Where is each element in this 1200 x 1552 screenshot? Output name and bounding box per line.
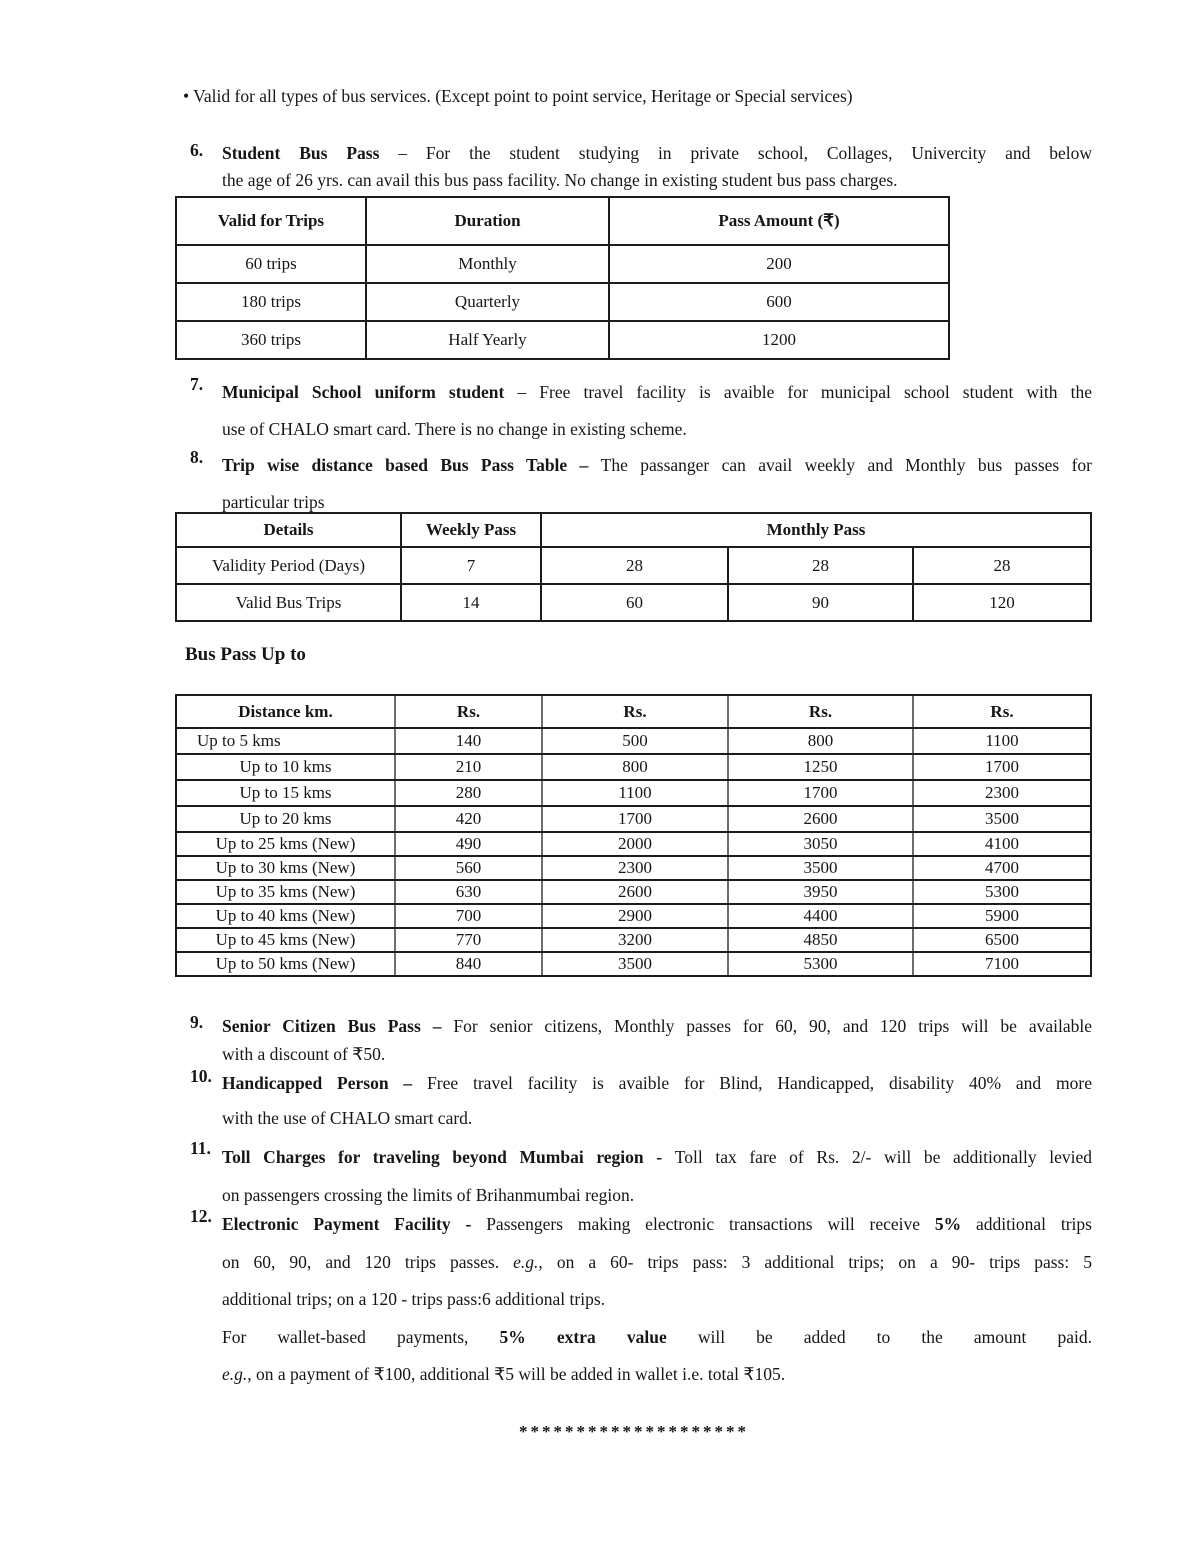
text-segment: Handicapped Person –	[222, 1073, 428, 1093]
table-cell: 4400	[728, 904, 913, 928]
item-line	[222, 1244, 1092, 1282]
table-cell: 180 trips	[176, 283, 366, 321]
item-tripwise-table-intro	[190, 447, 1092, 521]
item-toll-charges	[190, 1138, 1092, 1214]
text-segment: 5% extra value	[499, 1326, 667, 1347]
column-header: Duration	[366, 197, 609, 245]
table-row	[176, 904, 1091, 928]
item-student-bus-pass	[190, 140, 1092, 194]
text-segment: e.g.	[513, 1251, 539, 1272]
table-header-row	[176, 513, 1091, 547]
table-cell: Validity Period (Days)	[176, 547, 401, 584]
item-number: 9.	[190, 1012, 204, 1032]
table-cell: Up to 5 kms	[176, 728, 395, 754]
table-header-row	[176, 695, 1091, 728]
item-line	[222, 1281, 1092, 1319]
valid-services-bullet	[183, 86, 1093, 107]
table-cell: 28	[913, 547, 1091, 584]
item-senior-citizen	[190, 1012, 1092, 1068]
table-cell: 420	[395, 806, 542, 832]
table-cell: 3200	[542, 928, 728, 952]
item-line	[222, 1066, 1092, 1101]
text-segment: additional trips	[961, 1214, 1092, 1234]
text-segment: use of CHALO smart card. There is no change in existing scheme.	[222, 419, 687, 439]
item-line-wallet	[222, 1319, 1092, 1357]
table-cell: 2000	[542, 832, 728, 856]
table-cell: 3050	[728, 832, 913, 856]
item-number: 8.	[190, 447, 204, 467]
text-segment: For wallet-based payments,	[222, 1326, 500, 1347]
table-row	[176, 832, 1091, 856]
text-segment: Free travel facility is avaible for Blind, Handicapped, disability 40% and more	[427, 1073, 1092, 1093]
table-cell: 2300	[913, 780, 1091, 806]
table-cell: 3950	[728, 880, 913, 904]
table-cell: 3500	[542, 952, 728, 976]
column-header: Distance km.	[176, 695, 395, 728]
text-segment: , on a 60- trips pass: 3 additional trips; on a 90- trips pass: 5	[538, 1251, 1092, 1272]
item-number: 7.	[190, 374, 204, 394]
text-segment: For senior citizens, Monthly passes for 60, 90, and 120 trips will be available	[453, 1016, 1092, 1036]
bus-pass-up-to-heading: Bus Pass Up to	[185, 644, 306, 665]
table-cell: Up to 20 kms	[176, 806, 395, 832]
table-row	[176, 952, 1091, 976]
text-segment: Electronic Payment Facility -	[222, 1214, 487, 1234]
table-cell: 4700	[913, 856, 1091, 880]
table-row	[176, 780, 1091, 806]
text-segment: – For the student studying in private school, Collages, Univercity and below	[379, 143, 1092, 163]
text-segment: 5%	[934, 1214, 962, 1234]
text-segment: with the use of CHALO smart card.	[222, 1108, 473, 1128]
item-electronic-payment	[190, 1206, 1092, 1394]
item-line	[222, 167, 1092, 194]
table-cell: 1250	[728, 754, 913, 780]
table-cell: 200	[609, 245, 949, 283]
table-cell: 1700	[728, 780, 913, 806]
table-cell: 140	[395, 728, 542, 754]
table-cell: 2300	[542, 856, 728, 880]
column-header: Weekly Pass	[401, 513, 541, 547]
table-cell: Half Yearly	[366, 321, 609, 359]
item-number: 12.	[190, 1206, 212, 1226]
column-header-monthly-pass: Monthly Pass	[541, 513, 1091, 547]
table-cell: 3500	[913, 806, 1091, 832]
item-municipal-school	[190, 374, 1092, 448]
text-segment: – Free travel facility is avaible for municipal school student with the	[504, 382, 1092, 402]
table-cell: 490	[395, 832, 542, 856]
table-row	[176, 321, 949, 359]
item-line	[222, 1012, 1092, 1040]
table-cell: Up to 40 kms (New)	[176, 904, 395, 928]
table-row	[176, 584, 1091, 621]
table-cell: 120	[913, 584, 1091, 621]
table-cell: 4100	[913, 832, 1091, 856]
table-cell: 560	[395, 856, 542, 880]
text-segment: e.g.	[222, 1364, 248, 1384]
table-cell: Valid Bus Trips	[176, 584, 401, 621]
item-line	[222, 411, 1092, 448]
table-row	[176, 245, 949, 283]
text-segment: Senior Citizen Bus Pass –	[222, 1016, 454, 1036]
table-row	[176, 283, 949, 321]
table-cell: 60	[541, 584, 728, 621]
item-line	[222, 140, 1092, 167]
table-cell: 5300	[728, 952, 913, 976]
table-cell: 5900	[913, 904, 1091, 928]
table-cell: 14	[401, 584, 541, 621]
item-line	[222, 1138, 1092, 1176]
column-header: Rs.	[395, 695, 542, 728]
text-segment: additional trips; on a 120 - trips pass:6 additional trips.	[222, 1289, 606, 1309]
text-segment: on 60, 90, and 120 trips passes.	[222, 1251, 514, 1272]
column-header: Pass Amount (₹)	[609, 197, 949, 245]
table-cell: 1200	[609, 321, 949, 359]
text-segment: particular trips	[222, 492, 325, 512]
text-segment: Passengers making electronic transactions will receive	[486, 1214, 935, 1234]
table-cell: 840	[395, 952, 542, 976]
item-line	[222, 1206, 1092, 1244]
table-cell: Up to 30 kms (New)	[176, 856, 395, 880]
item-handicapped-person	[190, 1066, 1092, 1136]
text-segment: The passanger can avail weekly and Monthly bus passes for	[600, 455, 1092, 475]
text-segment: • Valid for all types of bus services. (Except point to point service, Heritage or Special services)	[183, 86, 853, 106]
table-cell: 1100	[542, 780, 728, 806]
item-number: 11.	[190, 1138, 211, 1158]
column-header: Rs.	[913, 695, 1091, 728]
table-cell: 1700	[542, 806, 728, 832]
table-cell: Quarterly	[366, 283, 609, 321]
table-cell: 7100	[913, 952, 1091, 976]
column-header: Valid for Trips	[176, 197, 366, 245]
table-cell: 3500	[728, 856, 913, 880]
text-segment: Toll tax fare of Rs. 2/- will be additionally levied	[674, 1147, 1092, 1167]
table-cell: 5300	[913, 880, 1091, 904]
text-segment: the age of 26 yrs. can avail this bus pass facility. No change in existing student bus pass charges.	[222, 170, 898, 190]
item-line-wallet-example	[222, 1356, 1092, 1394]
table-cell: 280	[395, 780, 542, 806]
item-number: 6.	[190, 140, 204, 160]
table-cell: 28	[728, 547, 913, 584]
table-cell: 1700	[913, 754, 1091, 780]
table-cell: 90	[728, 584, 913, 621]
table-cell: 7	[401, 547, 541, 584]
table-cell: 1100	[913, 728, 1091, 754]
column-header: Details	[176, 513, 401, 547]
table-cell: 6500	[913, 928, 1091, 952]
table-cell: 2600	[542, 880, 728, 904]
item-line	[222, 374, 1092, 411]
item-number: 10.	[190, 1066, 212, 1086]
table-cell: Monthly	[366, 245, 609, 283]
tripwise-pass-table	[175, 512, 1092, 622]
footer-separator-stars: ********************	[519, 1422, 749, 1441]
table-row	[176, 928, 1091, 952]
table-cell: 210	[395, 754, 542, 780]
table-cell: 2900	[542, 904, 728, 928]
column-header: Rs.	[728, 695, 913, 728]
table-row	[176, 728, 1091, 754]
text-segment: on passengers crossing the limits of Brihanmumbai region.	[222, 1185, 635, 1205]
distance-pass-table	[175, 694, 1092, 977]
student-pass-table	[175, 196, 950, 360]
table-row	[176, 806, 1091, 832]
table-cell: 600	[609, 283, 949, 321]
table-cell: 500	[542, 728, 728, 754]
table-cell: Up to 15 kms	[176, 780, 395, 806]
item-line	[222, 1040, 1092, 1068]
text-segment: with a discount of ₹50.	[222, 1044, 386, 1064]
text-segment: will be added to the amount paid.	[666, 1326, 1092, 1347]
table-row	[176, 754, 1091, 780]
table-cell: 700	[395, 904, 542, 928]
table-cell: 800	[542, 754, 728, 780]
table-cell: Up to 45 kms (New)	[176, 928, 395, 952]
table-cell: 770	[395, 928, 542, 952]
text-segment: Student Bus Pass	[222, 143, 380, 163]
table-cell: 60 trips	[176, 245, 366, 283]
table-row	[176, 547, 1091, 584]
table-header-row	[176, 197, 949, 245]
table-cell: Up to 50 kms (New)	[176, 952, 395, 976]
table-cell: 800	[728, 728, 913, 754]
table-cell: 28	[541, 547, 728, 584]
table-cell: Up to 25 kms (New)	[176, 832, 395, 856]
table-cell: 630	[395, 880, 542, 904]
text-segment: Toll Charges for traveling beyond Mumbai region -	[222, 1147, 675, 1167]
item-line	[222, 447, 1092, 484]
table-row	[176, 880, 1091, 904]
table-row	[176, 856, 1091, 880]
table-cell: 4850	[728, 928, 913, 952]
text-segment: Trip wise distance based Bus Pass Table –	[222, 455, 601, 475]
text-segment: , on a payment of ₹100, additional ₹5 will be added in wallet i.e. total ₹105.	[247, 1364, 786, 1384]
table-cell: 360 trips	[176, 321, 366, 359]
table-cell: 2600	[728, 806, 913, 832]
item-line	[222, 1101, 1092, 1136]
table-cell: Up to 10 kms	[176, 754, 395, 780]
column-header: Rs.	[542, 695, 728, 728]
table-cell: Up to 35 kms (New)	[176, 880, 395, 904]
text-segment: Municipal School uniform student	[222, 382, 505, 402]
